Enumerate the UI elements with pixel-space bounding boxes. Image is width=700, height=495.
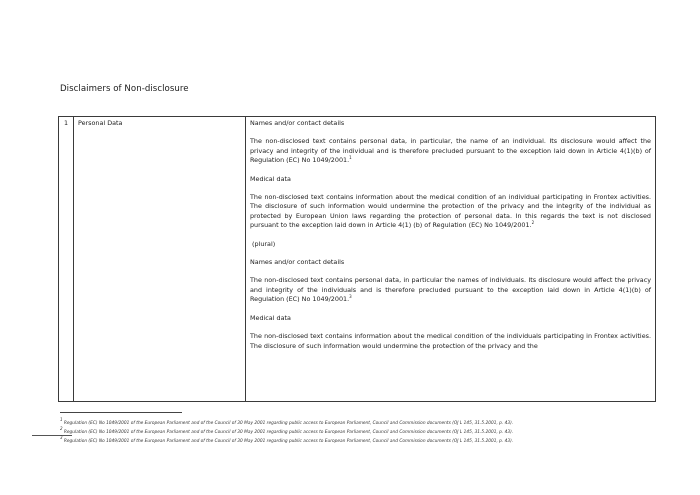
footnote-separator — [60, 412, 182, 413]
footnote-ref: 1 — [349, 155, 352, 161]
section-heading: (plural) — [250, 239, 276, 248]
section-text: The non-disclosed text contains personal data, in particular the names of individuals. Its disclosure would affect the privacy and integrity of the individuals and is therefore precluded pursuant to the exception laid down in Article 4(1)(b) of Regulation (EC) No 1049/2001.$^3$ — [250, 276, 651, 304]
section-text: The non-disclosed text contains information about the medical condition of the individuals participating in Frontex activities. The disclosure of such information would undermine the protection of the privacy and the — [250, 332, 651, 350]
disclaimer-table — [58, 116, 656, 402]
footnotes — [60, 419, 650, 446]
section-heading: Names and/or contact details — [250, 119, 345, 127]
page-title: Disclaimers of Non-disclosure — [60, 84, 189, 94]
table-row — [59, 117, 656, 402]
footnote: $^2$ Regulation (EC) No 1049/2001 of the European Parliament and of the Council of 30 May 2001 regarding public access to European Parliament, Council and Commission documents (OJ L 145, 31.5.2001, p. 43). — [60, 426, 514, 435]
section-text: The non-disclosed text contains information about the medical condition of an individual participating in Frontex activities. The disclosure of such information would undermine the protection of the privacy and the integrity of the individual as protected by European Union laws regarding the protection of personal data. In this regards the text is not disclosed pursuant to the exception laid down in Article 4(1) (b) of Regulation (EC) No 1049/2001.$^2$ — [250, 193, 651, 230]
footnote-ref: 2 — [531, 220, 535, 226]
footnote: $^3$ Regulation (EC) No 1049/2001 of the European Parliament and of the Council of 30 May 2001 regarding public access to European Parliament, Council and Commission documents (OJ L 145, 31.5.2001, p. 43). — [60, 435, 514, 444]
section-heading: Medical data — [250, 174, 291, 183]
footnote: $^1$ Regulation (EC) No 1049/2001 of the European Parliament and of the Council of 30 May 2001 regarding public access to European Parliament, Council and Commission documents (OJ L 145, 31.5.2001, p. 43). — [60, 417, 514, 426]
section-text: The non-disclosed text contains personal data, in particular, the name of an individual. Its disclosure would affect the privacy and integrity of the individual and is therefore precluded pursuant to the exception laid down in Article 4(1)(b) of Regulation (EC) No 1049/2001.$^1$ — [250, 137, 651, 165]
section-heading: Medical data — [250, 313, 291, 322]
row-description — [246, 117, 656, 402]
row-number: 1 — [59, 117, 74, 402]
footnote-ref: 3 — [349, 294, 352, 300]
row-category: Personal Data — [74, 117, 246, 402]
section-heading: Names and/or contact details — [250, 258, 345, 267]
